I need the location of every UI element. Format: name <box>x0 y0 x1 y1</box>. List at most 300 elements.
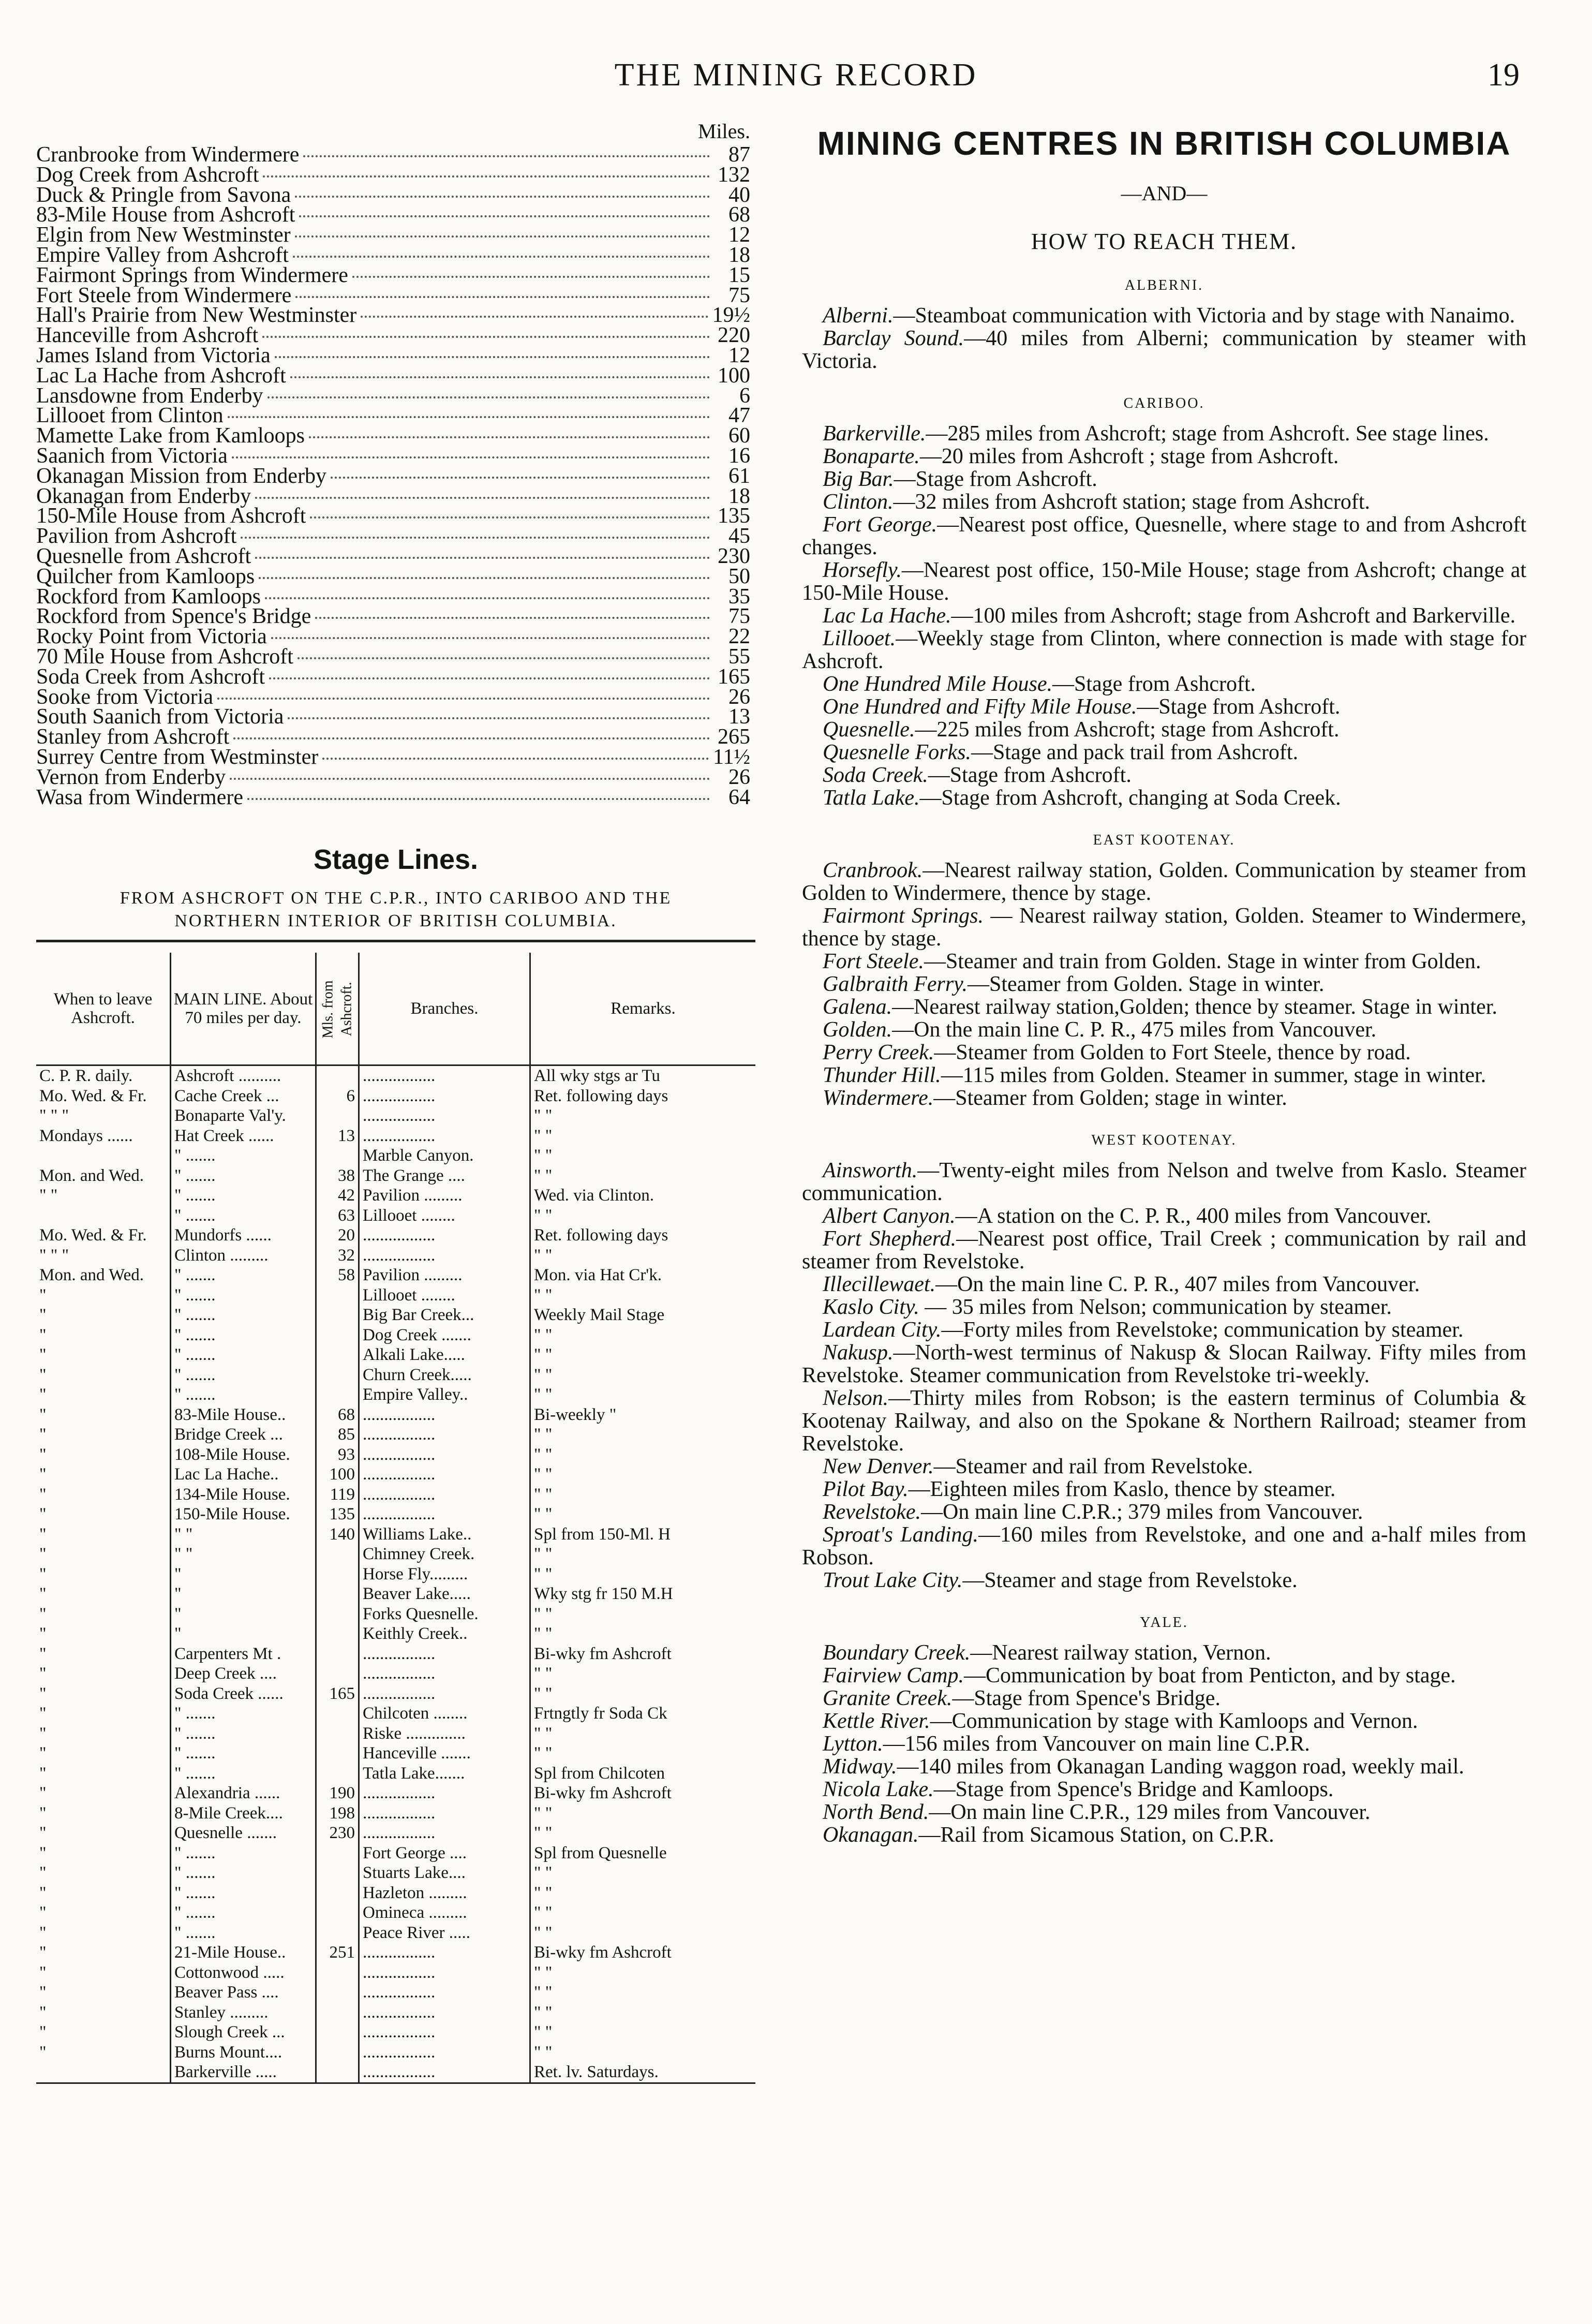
centre-text: —A station on the C. P. R., 400 miles from Vancouver. <box>955 1204 1432 1228</box>
stage-main: Alexandria ...... <box>171 1783 316 1803</box>
stage-main: Bridge Creek ... <box>171 1425 316 1445</box>
stage-main: Stanley ......... <box>171 2003 316 2023</box>
stage-mls <box>316 1664 359 1684</box>
centre-entry <box>802 1273 1526 1296</box>
stage-branch: ................. <box>359 1425 530 1445</box>
stage-branch: ................. <box>359 1644 530 1664</box>
centre-place: Boundary Creek. <box>823 1641 971 1665</box>
distance-miles: 64 <box>728 785 750 809</box>
distance-place: Mamette Lake from Kamloops <box>36 424 305 448</box>
distance-place: Cranbrooke from Windermere <box>36 143 300 167</box>
stage-when: " <box>39 2023 47 2042</box>
stage-remarks: " " <box>530 1743 756 1764</box>
distance-miles: 47 <box>728 404 750 428</box>
distance-place: Elgin from New Westminster <box>36 223 291 247</box>
distance-row <box>36 145 755 165</box>
stage-branch: ................. <box>359 1684 530 1704</box>
centre-entry <box>802 1501 1526 1523</box>
centre-text: —Eighteen miles from Kaslo, thence by steamer. <box>908 1477 1336 1501</box>
centre-place: Quesnelle Forks. <box>823 741 971 764</box>
stage-branch: Peace River ..... <box>359 1923 530 1943</box>
stage-mls: 140 <box>316 1524 359 1545</box>
distance-place: Fairmont Springs from Windermere <box>36 263 348 287</box>
stage-branch: Tatla Lake....... <box>359 1764 530 1784</box>
stage-row <box>36 1206 755 1226</box>
stage-main: Mundorfs ...... <box>171 1225 316 1246</box>
stage-branch: ................. <box>359 1106 530 1126</box>
stage-mls: 165 <box>316 1684 359 1704</box>
centre-entry <box>802 673 1526 695</box>
centre-place: Quesnelle. <box>823 718 915 742</box>
centre-place: Barclay Sound. <box>823 327 964 350</box>
stage-mls <box>316 1903 359 1923</box>
distance-row <box>36 363 755 388</box>
distance-row <box>36 747 755 767</box>
stage-mls: 38 <box>316 1166 359 1186</box>
stage-main: " ....... <box>171 1923 316 1943</box>
stage-main: " ....... <box>171 1206 316 1226</box>
centre-place: Midway. <box>823 1755 897 1779</box>
centre-entry <box>802 1687 1526 1710</box>
leader-dots <box>310 516 710 519</box>
distance-row <box>36 185 755 205</box>
stage-main: " ....... <box>171 1305 316 1325</box>
stage-main: Cache Creek ... <box>171 1086 316 1106</box>
stage-row <box>36 1644 755 1664</box>
centre-text: —Steamboat communication with Victoria and by stage with Nanaimo. <box>893 304 1515 328</box>
stage-row <box>36 1126 755 1146</box>
stage-row <box>36 1285 755 1306</box>
stage-when: " <box>39 1405 47 1424</box>
stage-when: " <box>39 1943 47 1962</box>
centre-place: Alberni. <box>823 304 894 328</box>
col-remarks: Remarks. <box>530 953 756 1065</box>
leader-dots <box>295 235 710 238</box>
distance-row <box>36 584 755 609</box>
stage-mls <box>316 1863 359 1883</box>
stage-main: " " <box>171 1524 316 1545</box>
centre-entry <box>802 1710 1526 1733</box>
distance-row <box>36 325 755 346</box>
leader-dots <box>217 698 710 700</box>
stage-branch: ................. <box>359 2042 530 2063</box>
stage-row <box>36 1146 755 1166</box>
stage-branch: ................. <box>359 1982 530 2003</box>
centre-text: —Forty miles from Revelstoke; communication by steamer. <box>941 1318 1464 1342</box>
stage-remarks: " " <box>530 1564 756 1585</box>
leader-dots <box>322 758 709 760</box>
distance-miles: 12 <box>728 223 750 247</box>
stage-row <box>36 1186 755 1206</box>
stage-row <box>36 1405 755 1425</box>
centre-entry <box>802 1801 1526 1824</box>
centre-place: Fort Shepherd. <box>823 1227 957 1251</box>
stage-branch: ................. <box>359 1464 530 1485</box>
stage-remarks: " " <box>530 1544 756 1564</box>
stage-remarks: " " <box>530 1206 756 1226</box>
distance-place: James Island from Victoria <box>36 343 271 367</box>
stage-when: " <box>39 1724 47 1743</box>
stage-row <box>36 1305 755 1325</box>
centre-entry <box>802 559 1526 604</box>
distance-place: Lac La Hache from Ashcroft <box>36 363 286 388</box>
stage-mls: 119 <box>316 1485 359 1505</box>
district-heading: YALE. <box>1140 1615 1188 1631</box>
distance-miles: 45 <box>728 524 750 549</box>
miles-heading: Miles. <box>697 120 750 143</box>
distance-place: Hanceville from Ashcroft <box>36 323 259 348</box>
stage-branch: Stuarts Lake.... <box>359 1863 530 1883</box>
stage-remarks: " " <box>530 2042 756 2063</box>
stage-mls <box>316 1704 359 1724</box>
stage-remarks: Bi-wky fm Ashcroft <box>530 1943 756 1963</box>
centre-entry <box>802 627 1526 673</box>
stage-main: " <box>171 1564 316 1585</box>
distance-miles: 18 <box>728 484 750 508</box>
stage-remarks: " " <box>530 1385 756 1405</box>
stage-when: " <box>39 1803 47 1823</box>
centre-place: Horsefly. <box>823 558 902 582</box>
stage-branch: Hanceville ....... <box>359 1743 530 1764</box>
centre-entry <box>802 741 1526 764</box>
stage-row <box>36 1724 755 1744</box>
distance-place: Stanley from Ashcroft <box>36 725 230 749</box>
centre-text: —115 miles from Golden. Steamer in summer, stage in winter. <box>941 1063 1486 1087</box>
stage-remarks: Ret. following days <box>530 1086 756 1106</box>
stage-remarks: Frtngtly fr Soda Ck <box>530 1704 756 1724</box>
stage-mls <box>316 2042 359 2063</box>
centre-text: —Rail from Sicamous Station, on C.P.R. <box>918 1823 1274 1847</box>
distance-miles: 50 <box>728 564 750 588</box>
stage-mls: 251 <box>316 1943 359 1963</box>
stage-mls: 230 <box>316 1823 359 1843</box>
stage-branch: Lillooet ........ <box>359 1285 530 1306</box>
district-heading: EAST KOOTENAY. <box>1093 832 1236 848</box>
centre-entry <box>802 1041 1526 1064</box>
distance-row <box>36 205 755 225</box>
distance-place: Vernon from Enderby <box>36 765 226 789</box>
stage-branch: Forks Quesnelle. <box>359 1604 530 1624</box>
stage-row <box>36 1743 755 1764</box>
centre-entry <box>802 1387 1526 1455</box>
stage-mls: 68 <box>316 1405 359 1425</box>
stage-branch: ................. <box>359 1445 530 1465</box>
stage-main: " ....... <box>171 1385 316 1405</box>
stage-when: " <box>39 1445 47 1464</box>
stage-row <box>36 1823 755 1843</box>
centre-entry <box>802 1733 1526 1755</box>
stage-mls: 135 <box>316 1504 359 1524</box>
stage-when: Mon. and Wed. <box>39 1266 144 1285</box>
stage-mls <box>316 1146 359 1166</box>
stage-mls <box>316 1764 359 1784</box>
stage-branch: ................. <box>359 1086 530 1106</box>
distance-miles: 87 <box>728 143 750 167</box>
centre-entry <box>802 1087 1526 1109</box>
stage-main: " ....... <box>171 1345 316 1365</box>
centre-entry <box>802 718 1526 741</box>
stage-row <box>36 1524 755 1545</box>
stage-mls <box>316 1604 359 1624</box>
stage-when: " <box>39 1505 47 1524</box>
leader-dots <box>230 778 710 780</box>
distance-miles: 13 <box>728 705 750 729</box>
centre-text: —160 miles from Revelstoke, and one and a-half miles from Robson. <box>802 1523 1527 1570</box>
distance-place: Pavilion from Ashcroft <box>36 524 237 549</box>
centre-entry <box>802 996 1526 1018</box>
centre-place: New Denver. <box>823 1455 934 1478</box>
stage-branch: Lillooet ........ <box>359 1206 530 1226</box>
stage-remarks: Spl from Quesnelle <box>530 1843 756 1863</box>
stage-remarks: Wed. via Clinton. <box>530 1186 756 1206</box>
distance-row <box>36 225 755 245</box>
distance-place: Lansdowne from Enderby <box>36 383 263 408</box>
stage-remarks: " " <box>530 1126 756 1146</box>
stage-mls <box>316 1963 359 1983</box>
stage-branch: Dog Creek ....... <box>359 1325 530 1345</box>
centre-entry <box>802 1523 1526 1569</box>
stage-branch: Omineca ......... <box>359 1903 530 1923</box>
centre-entry <box>802 1018 1526 1041</box>
leader-dots <box>271 637 710 639</box>
leader-dots <box>299 215 710 217</box>
stage-branch: ................. <box>359 1943 530 1963</box>
stage-remarks: " " <box>530 1504 756 1524</box>
stage-main: Quesnelle ....... <box>171 1823 316 1843</box>
leader-dots <box>293 256 710 258</box>
stage-remarks: Ret. lv. Saturdays. <box>530 2062 756 2083</box>
stage-main: 134-Mile House. <box>171 1485 316 1505</box>
stage-main: " ....... <box>171 1724 316 1744</box>
stage-main: 108-Mile House. <box>171 1445 316 1465</box>
stage-remarks: " " <box>530 1345 756 1365</box>
stage-row <box>36 1385 755 1405</box>
stage-mls <box>316 1584 359 1604</box>
stage-branch: ................. <box>359 1963 530 1983</box>
centre-text: —140 miles from Okanagan Landing waggon road, weekly mail. <box>897 1755 1464 1779</box>
centre-entry <box>802 445 1526 468</box>
leader-dots <box>228 416 710 418</box>
stage-mls <box>316 1564 359 1585</box>
centre-text: —Nearest post office, Trail Creek ; communication by rail and steamer from Revelstoke. <box>802 1227 1526 1274</box>
centre-text: —North-west terminus of Nakusp & Slocan Railway. Fifty miles from Revelstoke. Steamer communication from Revelstoke tri-weekly. <box>802 1341 1526 1387</box>
centre-entry <box>802 764 1526 787</box>
stage-lines-subtitle <box>36 887 755 932</box>
centre-text: —Thirty miles from Robson; is the eastern terminus of Columbia & Kootenay Railway, and also on the Spokane & Northern Railroad; steamer from Revelstoke. <box>802 1386 1526 1456</box>
centre-place: Lillooet. <box>823 627 896 650</box>
stage-remarks: " " <box>530 1923 756 1943</box>
centre-place: Windermere. <box>823 1086 934 1110</box>
centre-text: —20 miles from Ashcroft ; stage from Ashcroft. <box>919 445 1339 468</box>
col-when: When to leave Ashcroft. <box>36 953 171 1065</box>
stage-when: " <box>39 1465 47 1484</box>
stage-main: " ....... <box>171 1863 316 1883</box>
district-heading: WEST KOOTENAY. <box>1091 1132 1237 1148</box>
stage-main: " ....... <box>171 1325 316 1345</box>
stage-when: " <box>39 1325 47 1344</box>
stage-remarks: Spl from Chilcoten <box>530 1764 756 1784</box>
stage-branch: The Grange .... <box>359 1166 530 1186</box>
stage-main: " ....... <box>171 1146 316 1166</box>
centre-entry <box>802 604 1526 627</box>
distance-row <box>36 687 755 707</box>
stage-row <box>36 1166 755 1186</box>
centre-text: —Stage from Ashcroft. <box>1137 695 1341 719</box>
stage-mls: 13 <box>316 1126 359 1146</box>
distance-miles: 40 <box>728 183 750 207</box>
stage-header-row <box>36 953 755 1065</box>
stage-mls <box>316 2062 359 2083</box>
stage-branch: Keithly Creek.. <box>359 1624 530 1644</box>
centre-place: Tatla Lake. <box>823 786 920 810</box>
stage-when: Mo. Wed. & Fr. <box>39 1226 147 1245</box>
stage-branch: ................. <box>359 1823 530 1843</box>
centre-entry <box>802 905 1526 950</box>
centre-text: —Weekly stage from Clinton, where connection is made with stage for Ashcroft. <box>802 627 1526 673</box>
stage-when: " <box>39 1764 47 1783</box>
stage-mls <box>316 1065 359 1086</box>
districts <box>802 277 1526 1846</box>
distance-row <box>36 343 755 367</box>
distance-row <box>36 486 755 507</box>
stage-when: " <box>39 1604 47 1623</box>
stage-row <box>36 1584 755 1604</box>
stage-branch: Churn Creek..... <box>359 1365 530 1385</box>
stage-remarks: Mon. via Hat Cr'k. <box>530 1265 756 1285</box>
stage-when: " <box>39 1824 47 1843</box>
stage-branch: Marble Canyon. <box>359 1146 530 1166</box>
district-heading: ALBERNI. <box>1124 277 1204 293</box>
centre-text: —Twenty-eight miles from Nelson and twelve from Kaslo. Steamer communication. <box>802 1159 1526 1205</box>
distance-row <box>36 707 755 727</box>
stage-branch: ................. <box>359 1783 530 1803</box>
stage-mls: 100 <box>316 1464 359 1485</box>
centre-text: —Stage from Ashcroft. <box>928 763 1132 787</box>
stage-remarks: " " <box>530 1863 756 1883</box>
centre-place: Granite Creek. <box>823 1686 953 1710</box>
leader-dots <box>288 717 710 719</box>
stage-row <box>36 1923 755 1943</box>
stage-mls: 6 <box>316 1086 359 1106</box>
distance-place: Rockford from Kamloops <box>36 584 261 609</box>
stage-remarks: " " <box>530 1724 756 1744</box>
distance-place: Rockford from Spence's Bridge <box>36 604 311 629</box>
distance-row <box>36 644 755 669</box>
stage-when: " <box>39 1425 47 1444</box>
distance-miles: 35 <box>728 584 750 609</box>
stage-main: " " <box>171 1544 316 1564</box>
stage-when: " <box>39 2042 47 2062</box>
centre-place: One Hundred Mile House. <box>823 672 1053 696</box>
leader-dots <box>315 617 710 619</box>
stage-mls <box>316 1843 359 1863</box>
stage-when: Mo. Wed. & Fr. <box>39 1086 147 1105</box>
stage-main: " <box>171 1604 316 1624</box>
distance-row <box>36 303 755 328</box>
stage-branch: Empire Valley.. <box>359 1385 530 1405</box>
stage-mls <box>316 2003 359 2023</box>
centre-text: —Communication by stage with Kamloops and Vernon. <box>930 1709 1418 1733</box>
centre-text: —On the main line C. P. R., 475 miles from Vancouver. <box>892 1018 1377 1042</box>
distance-row <box>36 664 755 689</box>
stage-row <box>36 2022 755 2042</box>
leader-dots <box>290 376 710 378</box>
stage-main: Lac La Hache.. <box>171 1464 316 1485</box>
stage-when: " <box>39 1684 47 1703</box>
centre-place: Albert Canyon. <box>823 1204 956 1228</box>
distance-miles: 6 <box>739 383 750 408</box>
centre-entry <box>802 1205 1526 1227</box>
stage-remarks: " " <box>530 1604 756 1624</box>
stage-main: " ....... <box>171 1883 316 1903</box>
centre-entry <box>802 1569 1526 1592</box>
stage-when: " <box>39 2003 47 2022</box>
stage-row <box>36 1684 755 1704</box>
stage-row <box>36 1504 755 1524</box>
stage-main: " ....... <box>171 1743 316 1764</box>
distance-row <box>36 283 755 307</box>
stage-row <box>36 1863 755 1883</box>
stage-main: " ....... <box>171 1704 316 1724</box>
stage-remarks: Bi-wky fm Ashcroft <box>530 1783 756 1803</box>
stage-row <box>36 1564 755 1585</box>
stage-branch: ................. <box>359 1664 530 1684</box>
distance-miles: 230 <box>718 544 750 568</box>
centres-and: —AND— <box>1121 182 1208 205</box>
centre-entry <box>802 491 1526 513</box>
centre-place: Cranbrook. <box>823 858 923 882</box>
stage-remarks: " " <box>530 1445 756 1465</box>
stage-row <box>36 1445 755 1465</box>
distance-row <box>36 546 755 567</box>
stage-branch: Pavilion ......... <box>359 1186 530 1206</box>
centre-text: —Stage and pack trail from Ashcroft. <box>971 741 1299 764</box>
centre-place: Revelstoke. <box>823 1500 921 1524</box>
leader-dots <box>297 657 710 659</box>
stage-when: " <box>39 1385 47 1404</box>
stage-row <box>36 1325 755 1345</box>
stage-remarks: " " <box>530 1823 756 1843</box>
stage-row <box>36 1963 755 1983</box>
stage-row <box>36 1544 755 1564</box>
centre-text: —Steamer and stage from Revelstoke. <box>962 1568 1298 1592</box>
stage-main: " ....... <box>171 1843 316 1863</box>
distance-place: South Saanich from Victoria <box>36 705 284 729</box>
stage-mls: 20 <box>316 1225 359 1246</box>
centre-place: Soda Creek. <box>823 763 928 787</box>
stage-row <box>36 1982 755 2003</box>
stage-main: " <box>171 1624 316 1644</box>
centre-text: —Stage from Spence's Bridge. <box>952 1686 1221 1710</box>
stage-mls: 32 <box>316 1246 359 1266</box>
distance-miles: 16 <box>728 443 750 468</box>
stage-when: " <box>39 1564 47 1583</box>
stage-mls <box>316 1106 359 1126</box>
centre-text: —285 miles from Ashcroft; stage from Ashcroft. See stage lines. <box>926 422 1489 446</box>
leader-dots <box>275 356 710 358</box>
stage-branch: Alkali Lake..... <box>359 1345 530 1365</box>
stage-main: Carpenters Mt . <box>171 1644 316 1664</box>
centre-text: —225 miles from Ashcroft; stage from Ashcroft. <box>915 718 1340 742</box>
stage-mls <box>316 1743 359 1764</box>
stage-row <box>36 1604 755 1624</box>
centre-place: Bonaparte. <box>823 445 920 468</box>
stage-row <box>36 1664 755 1684</box>
distance-place: Duck & Pringle from Savona <box>36 183 291 207</box>
distance-miles: 60 <box>728 424 750 448</box>
centre-place: Lytton. <box>823 1732 883 1756</box>
distance-row <box>36 406 755 426</box>
